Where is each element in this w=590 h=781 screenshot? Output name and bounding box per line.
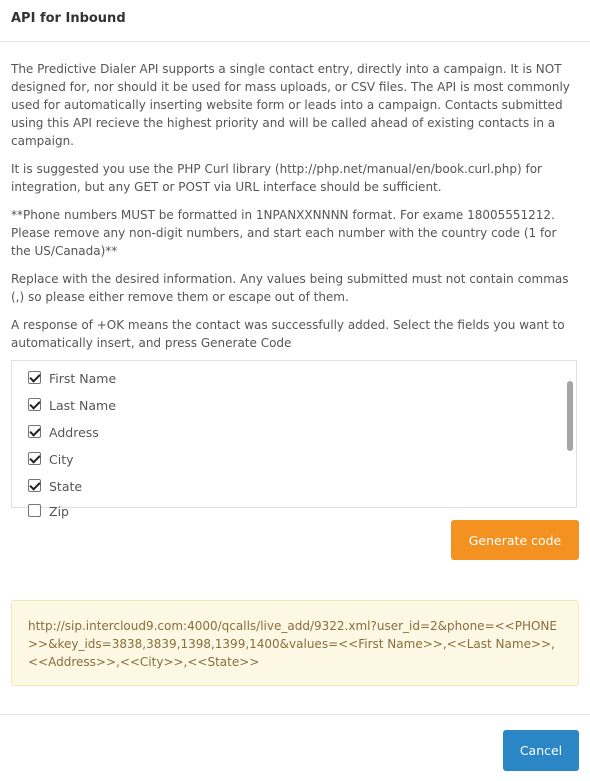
zip-checkbox[interactable] [28, 504, 41, 517]
city-checkbox[interactable] [28, 452, 41, 465]
field-label: Zip [49, 503, 69, 519]
field-option-state[interactable] [28, 475, 82, 495]
generated-url: http://sip.intercloud9.com:4000/qcalls/live_add/9322.xml?user_id=2&phone=<<PHONE>>&key_ids=3838,3839,1398,1399,1400&values=<<First Name>>,<<Last Name>>,<<Address>>,<<City>>,<<State>> [28, 619, 557, 669]
state-checkbox[interactable] [28, 479, 41, 492]
field-option-zip[interactable] [28, 500, 69, 520]
integration-paragraph: It is suggested you use the PHP Curl library (http://php.net/manual/en/book.curl.php) for integration, but any GET or POST via URL interface should be sufficient. [11, 162, 542, 194]
field-option-first-name[interactable] [28, 367, 116, 387]
field-option-last-name[interactable] [28, 394, 116, 414]
modal-title: API for Inbound [11, 11, 126, 26]
modal-body [11, 60, 578, 362]
address-checkbox[interactable] [28, 425, 41, 438]
cancel-button[interactable]: Cancel [503, 730, 579, 771]
response-paragraph: A response of +OK means the contact was successfully added. Select the fields you want to automatically insert, and press Generate Code [11, 318, 565, 350]
last-name-checkbox[interactable] [28, 398, 41, 411]
modal-header [0, 0, 590, 42]
field-option-address[interactable] [28, 421, 99, 441]
field-label: State [49, 478, 83, 494]
field-option-city[interactable] [28, 448, 74, 468]
first-name-checkbox[interactable] [28, 371, 41, 384]
field-select-list[interactable] [11, 360, 577, 519]
field-label: City [49, 451, 74, 467]
list-scrollbar-thumb[interactable] [567, 381, 573, 451]
field-label: Address [49, 424, 99, 440]
replace-info-paragraph: Replace with the desired information. Any values being submitted must not contain commas (,) so please either remove them or escape out of them. [11, 272, 569, 304]
field-label: First Name [49, 370, 117, 386]
field-label: Last Name [49, 397, 116, 413]
phone-format-paragraph: **Phone numbers MUST be formatted in 1NPANXXNNNN format. For exame 18005551212. Please remove any non-digit numbers, and start each number with the country code (1 for the US/Canada)** [11, 208, 557, 258]
generate-code-button[interactable]: Generate code [451, 520, 579, 560]
generated-code-box [11, 600, 579, 686]
intro-paragraph: The Predictive Dialer API supports a single contact entry, directly into a campaign. It is NOT designed for, nor should it be used for mass uploads, or CSV files. The API is most commonly used for automatically inserting website form or leads into a campaign. Contacts submitted using this API recieve the highest priority and will be called ahead of existing contacts in a campaign. [11, 62, 570, 148]
modal-footer [0, 714, 590, 781]
